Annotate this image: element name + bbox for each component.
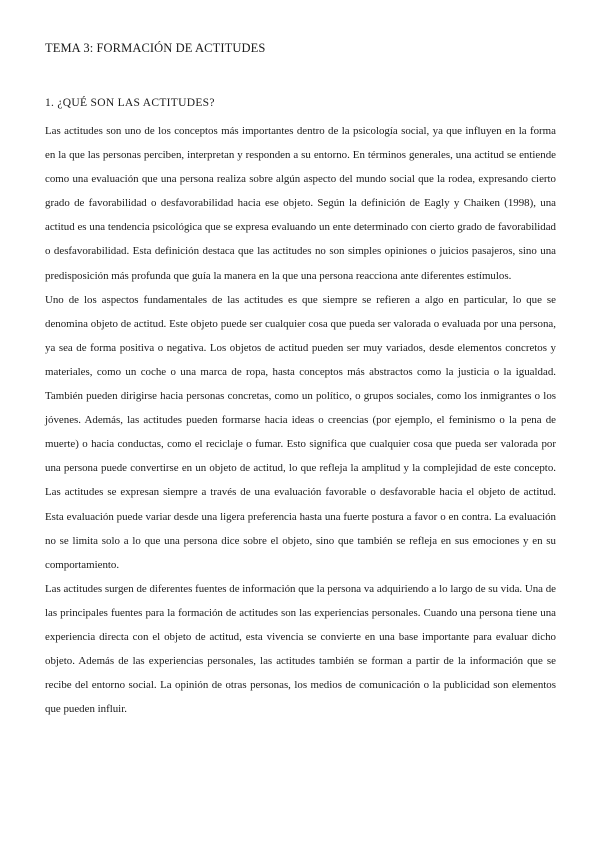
paragraph-3: Las actitudes surgen de diferentes fuentes de información que la persona va adquiriendo a lo largo de su vida. Una de las principales fuentes para la formación de actitudes son las experiencias personales. Cuando una persona tiene una experiencia directa con el objeto de actitud, esta vivencia se convierte en una base importante para evaluar dicho objeto. Además de las experiencias personales, las actitudes también se forman a partir de la información que se recibe del entorno social. La opinión de otras personas, los medios de comunicación o la publicidad son elementos que pueden influir. <box>45 582 556 716</box>
document-body <box>45 119 556 721</box>
paragraph-2: Uno de los aspectos fundamentales de las actitudes es que siempre se refieren a algo en particular, lo que se denomina objeto de actitud. Este objeto puede ser cualquier cosa que pueda ser valorada o evaluada por una persona, ya sea de forma positiva o negativa. Los objetos de actitud pueden ser muy variados, desde elementos concretos y materiales, como un coche o una marca de ropa, hasta conceptos más abstractos como la justicia o la igualdad. También pueden dirigirse hacia personas concretas, como un político, o grupos sociales, como los inmigrantes o los jóvenes. Además, las actitudes pueden formarse hacia ideas o creencias (por ejemplo, el feminismo o la pena de muerte) o hacia conductas, como el reciclaje o fumar. Esto significa que cualquier cosa que pueda ser valorada por una persona puede convertirse en un objeto de actitud, lo que refleja la amplitud y la complejidad de este concepto. Las actitudes se expresan siempre a través de una evaluación favorable o desfavorable hacia el objeto de actitud. Esta evaluación puede variar desde una ligera preferencia hasta una fuerte postura a favor o en contra. La evaluación no se limita solo a lo que una persona dice sobre el objeto, sino que también se refleja en sus emociones y en su comportamiento. <box>45 293 556 571</box>
section-heading: 1. ¿QUÉ SON LAS ACTITUDES? <box>45 97 215 109</box>
paragraph-1: Las actitudes son uno de los conceptos más importantes dentro de la psicología social, ya que influyen en la forma en la que las personas perciben, interpretan y responden a su entorno. En términos generales, una actitud se entiende como una evaluación que una persona realiza sobre algún aspecto del mundo social que la rodea, expresando cierto grado de favorabilidad o desfavorabilidad hacia ese objeto. Según la definición de Eagly y Chaiken (1998), una actitud es una tendencia psicológica que se expresa evaluando un ente determinado con cierto grado de favorabilidad o desfavorabilidad. Esta definición destaca que las actitudes no son simples opiniones o juicios pasajeros, sino una predisposición más profunda que guía la manera en la que una persona reacciona ante diferentes estímulos. <box>45 125 556 282</box>
document-title: TEMA 3: FORMACIÓN DE ACTITUDES <box>45 41 266 55</box>
